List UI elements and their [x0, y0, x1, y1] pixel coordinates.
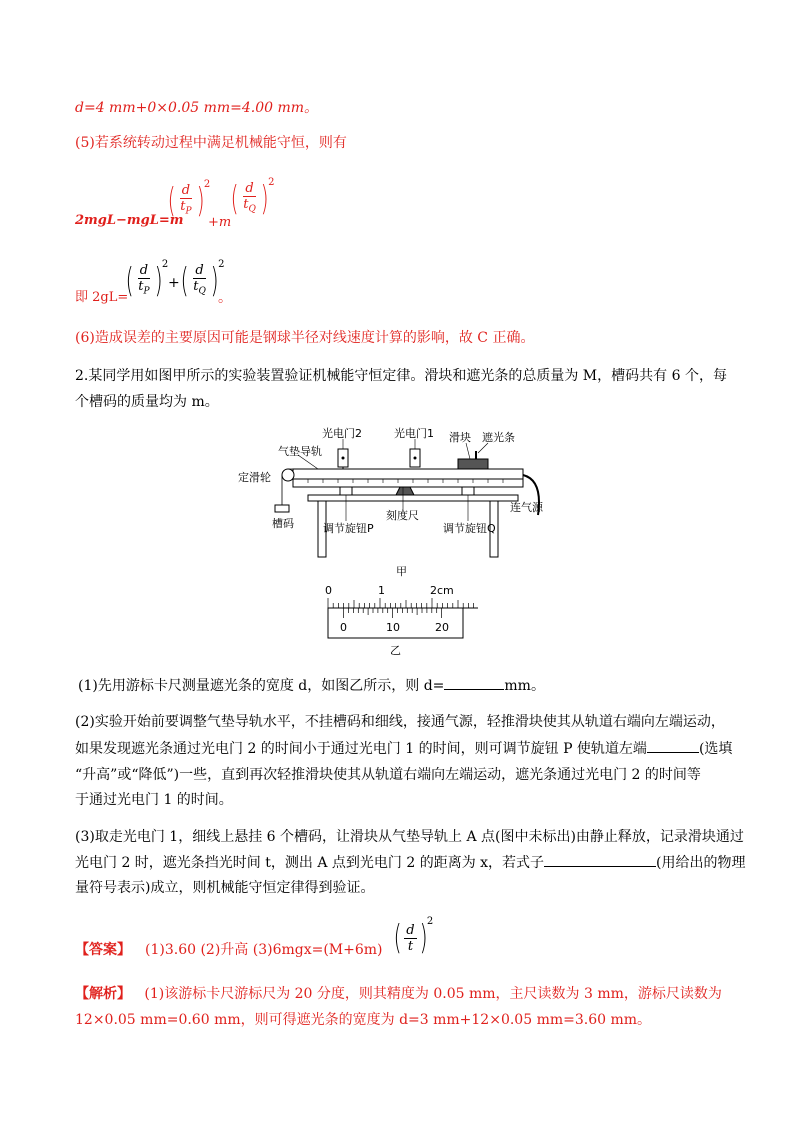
air-rail — [293, 469, 523, 479]
eq2-term-P: ( $\frac{d}{t_P}$ )$^2$ — [125, 259, 169, 301]
vernier-caliper-figure — [318, 582, 488, 662]
sub-question-2-line-2: 如果发现遮光条通过光电门 2 的时间小于通过光电门 1 的时间，则可调节旋钮 P 使轨道左端 (选填 — [75, 741, 733, 757]
label-rail: 气垫导轨 — [278, 445, 322, 458]
analysis-line-1: 【解析】 (1)该游标卡尺游标尺为 20 分度，则其精度为 0.05 mm，主尺读数为 3 mm，游标尺读数为 — [75, 986, 722, 1002]
vernier-tick-0: 0 — [340, 621, 347, 634]
sub-question-3-line-2: 光电门 2 时，遮光条挡光时间 t，测出 A 点到光电门 2 的距离为 x，若式子 (用给出的物理 — [75, 855, 746, 871]
sub-question-3-line-3: 量符号表示)成立，则机械能守恒定律得到验证。 — [75, 880, 375, 896]
vernier-ticks — [344, 608, 442, 618]
eq2-plus: + — [168, 275, 180, 291]
label-knob-Q: 调节旋钮Q — [443, 522, 496, 535]
label-gate2: 光电门2 — [322, 427, 362, 440]
pulley — [282, 469, 294, 481]
eq1-term-P: ( $\frac{d}{t_P}$ )$^2$ — [167, 179, 211, 221]
label-yi: 乙 — [390, 644, 401, 657]
answer-blank-2[interactable] — [647, 752, 699, 753]
answer-blank-3[interactable] — [544, 866, 656, 867]
answer-text: (1)3.60 (2)升高 (3)6mgx=(M+6m) — [145, 942, 383, 958]
eq1-term-Q: ( $\frac{d}{t_Q}$ )$^2$ — [230, 177, 275, 219]
apparatus-figure — [238, 425, 578, 585]
label-slider: 滑块 — [449, 431, 471, 444]
analysis-line-2: 12×0.05 mm=0.60 mm，则可得遮光条的宽度为 d=3 mm+12×0.05 mm=3.60 mm。 — [75, 1012, 652, 1028]
eq1-left: 2mgL−mgL=m — [75, 213, 184, 228]
vernier-tick-10: 10 — [386, 621, 400, 634]
hanging-weights — [275, 505, 289, 512]
question-2-stem-line-1: 2.某同学用如图甲所示的实验装置验证机械能守恒定律。滑块和遮光条的总质量为 M，槽码共有 6 个，每 — [75, 368, 727, 384]
sub-question-2-line-4: 于通过光电门 1 的时间。 — [75, 792, 233, 808]
question-2-stem-line-2: 个槽码的质量均为 m。 — [75, 394, 219, 410]
solution-step-5: (5)若系统转动过程中满足机械能守恒，则有 — [75, 135, 347, 151]
knob-Q — [462, 487, 474, 495]
answer-blank-1[interactable] — [444, 689, 504, 690]
answer-tag: 【答案】 — [75, 942, 131, 958]
knob-P — [340, 487, 352, 495]
answer-fraction: ( $\frac{d}{t}$ )$^2$ — [393, 916, 434, 958]
eq2-suffix: 。 — [218, 290, 232, 306]
main-tick-0: 0 — [325, 584, 332, 597]
label-ruler: 刻度尺 — [386, 509, 419, 522]
solution-step-6: (6)造成误差的主要原因可能是钢球半径对线速度计算的影响，故 C 正确。 — [75, 330, 535, 346]
eq2-term-Q: ( $\frac{d}{t_Q}$ )$^2$ — [180, 259, 225, 301]
label-jia: 甲 — [396, 565, 407, 578]
sub-question-2-line-1: (2)实验开始前要调整气垫导轨水平，不挂槽码和细线，接通气源，轻推滑块使其从轨道右端向左端运动， — [75, 714, 725, 730]
label-weights: 槽码 — [272, 517, 294, 530]
main-scale-ticks — [328, 598, 474, 608]
center-support — [396, 487, 414, 495]
table-top — [308, 495, 518, 501]
label-shield: 遮光条 — [482, 431, 515, 444]
sub-question-3-line-1: (3)取走光电门 1，细线上悬挂 6 个槽码，让滑块从气垫导轨上 A 点(图中未标出)由静止释放，记录滑块通过 — [75, 829, 744, 845]
label-knob-P: 调节旋钮P — [323, 522, 374, 535]
main-tick-2cm: 2cm — [430, 584, 454, 597]
label-pulley: 定滑轮 — [238, 471, 271, 484]
label-gate1: 光电门1 — [394, 427, 434, 440]
label-air: 连气源 — [510, 501, 543, 514]
ruler-strip — [293, 479, 523, 487]
main-tick-1: 1 — [378, 584, 385, 597]
slider — [458, 459, 488, 469]
eq2-prefix: 即 2gL= — [75, 290, 129, 305]
sub-question-2-line-3: “升高”或“降低”)一些，直到再次轻推滑块使其从轨道右端向左端运动，遮光条通过光电门 2 的时间等 — [75, 767, 701, 783]
eq1-plus: +m — [208, 215, 232, 230]
solution-d-line: d=4 mm+0×0.05 mm=4.00 mm。 — [75, 100, 319, 116]
sub-question-1: (1)先用游标卡尺测量遮光条的宽度 d，如图乙所示，则 d= mm。 — [78, 678, 545, 694]
analysis-tag: 【解析】 — [75, 986, 131, 1002]
vernier-tick-20: 20 — [435, 621, 449, 634]
